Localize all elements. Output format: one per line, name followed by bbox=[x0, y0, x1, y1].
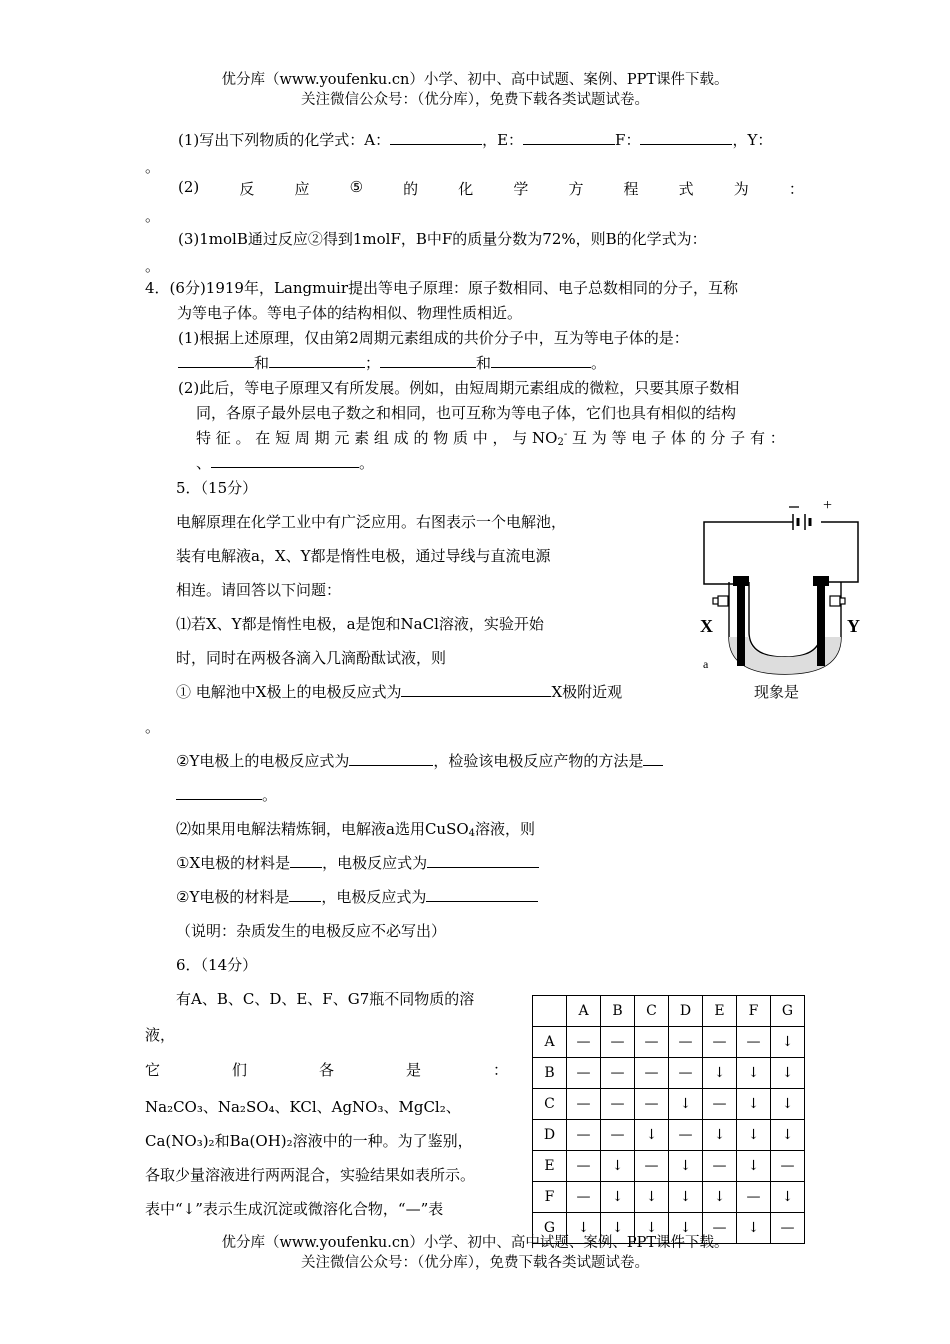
answer-blank-q5-8[interactable] bbox=[426, 887, 538, 902]
q4-end4: 。 bbox=[591, 354, 607, 372]
q4-line4 bbox=[178, 352, 606, 373]
q5-period: 。 bbox=[145, 718, 161, 736]
q3-part1-e-label: ，E： bbox=[482, 131, 524, 149]
q5-line10-a: ①X电极的材料是 bbox=[176, 854, 291, 872]
table-cell: — bbox=[601, 1027, 635, 1058]
table-row-label: F bbox=[533, 1182, 567, 1213]
table-cell: ↓ bbox=[669, 1213, 703, 1244]
table-cell: — bbox=[669, 1058, 703, 1089]
table-cell: ↓ bbox=[635, 1213, 669, 1244]
q3-part2 bbox=[178, 178, 804, 199]
table-row-label: B bbox=[533, 1058, 567, 1089]
q4-and2: 和 bbox=[476, 354, 492, 372]
table-cell: — bbox=[771, 1151, 805, 1182]
q4-line7 bbox=[196, 427, 785, 448]
table-cell: ↓ bbox=[669, 1151, 703, 1182]
table-cell: — bbox=[635, 1058, 669, 1089]
q6-line7: 表中“↓”表示生成沉淀或微溶化合物，“—”表 bbox=[145, 1200, 444, 1218]
q3-part2-word: 应 bbox=[294, 180, 310, 198]
q6-line3-word: 是 bbox=[405, 1061, 421, 1079]
q3-part3: (3)1molB通过反应②得到1molF，B中F的质量分数为72%，则B的化学式为： bbox=[178, 230, 707, 248]
table-row bbox=[533, 1120, 805, 1151]
table-cell: ↓ bbox=[737, 1120, 771, 1151]
table-cell: — bbox=[601, 1089, 635, 1120]
q3-part2-word: 化 bbox=[458, 180, 474, 198]
q5-line5: 时，同时在两极各滴入几滴酚酞试液，则 bbox=[176, 649, 447, 667]
table-row-label: C bbox=[533, 1089, 567, 1120]
q5-line7-b: ，检验该电极反应产物的方法是 bbox=[433, 752, 644, 770]
table-cell: — bbox=[737, 1182, 771, 1213]
q4-and1: 和 bbox=[254, 354, 270, 372]
electrolyte-label: a bbox=[703, 657, 709, 671]
q6-line2: 液， bbox=[145, 1026, 176, 1044]
q5-line10 bbox=[176, 852, 539, 873]
q5-line11 bbox=[176, 886, 538, 907]
table-cell: ↓ bbox=[601, 1213, 635, 1244]
table-cell: — bbox=[635, 1151, 669, 1182]
table-header-cell bbox=[533, 996, 567, 1027]
answer-blank-q5-2[interactable] bbox=[349, 751, 433, 766]
table-cell: — bbox=[601, 1058, 635, 1089]
q5-line9-sub: 4 bbox=[468, 828, 476, 839]
q4-line2: 为等电子体。等电子体的结构相似、物理性质相近。 bbox=[177, 304, 523, 322]
answer-blank-q4-3[interactable] bbox=[380, 353, 476, 368]
answer-blank-q5-5[interactable] bbox=[290, 853, 322, 868]
table-header-cell: E bbox=[703, 996, 737, 1027]
table-cell: — bbox=[567, 1182, 601, 1213]
q4-semicolon: ； bbox=[365, 354, 381, 372]
q4-line7-a: 特 征 。 在 短 周 期 元 素 组 成 的 物 质 中 ， 与 NO bbox=[196, 429, 558, 447]
table-cell: — bbox=[635, 1027, 669, 1058]
table-cell: ↓ bbox=[737, 1058, 771, 1089]
table-cell: — bbox=[703, 1151, 737, 1182]
table-cell: ↓ bbox=[771, 1027, 805, 1058]
table-row-label: D bbox=[533, 1120, 567, 1151]
q5-line7 bbox=[176, 750, 663, 771]
answer-blank-q5-3[interactable] bbox=[643, 751, 663, 766]
page-header-line1: 优分库（www.youfenku.cn）小学、初中、高中试题、案例、PPT课件下载。 bbox=[221, 72, 729, 88]
table-row bbox=[533, 1182, 805, 1213]
q3-part2-word: 反 bbox=[239, 180, 255, 198]
q4-line7-sup: - bbox=[563, 429, 568, 440]
q3-part1-f-label: F： bbox=[615, 131, 641, 149]
q3-period3: 。 bbox=[145, 257, 161, 275]
q6-title: 6．（14分） bbox=[176, 956, 258, 974]
table-row-label: G bbox=[533, 1213, 567, 1244]
table-row-label: E bbox=[533, 1151, 567, 1182]
q4-line1: 4．(6分)1919年，Langmuir提出等电子原理：原子数相同、电子总数相同的分子，互称 bbox=[145, 279, 738, 297]
q3-part2-word: ⑤ bbox=[349, 178, 364, 196]
table-cell: — bbox=[703, 1027, 737, 1058]
q6-line3-word: 们 bbox=[231, 1061, 247, 1079]
mixing-results-table bbox=[532, 995, 805, 1244]
table-cell: — bbox=[669, 1120, 703, 1151]
q5-line6-c: 现象是 bbox=[754, 683, 800, 701]
electrode-y-label: Y bbox=[847, 616, 860, 636]
q4-line7-sub: 2 bbox=[557, 437, 564, 448]
q4-line3: (1)根据上述原理，仅由第2周期元素组成的共价分子中，互为等电子体的是： bbox=[178, 329, 689, 347]
q6-line3 bbox=[145, 1059, 508, 1080]
table-cell: — bbox=[669, 1027, 703, 1058]
q5-line4: ⑴若X、Y都是惰性电极，a是饱和NaCl溶液，实验开始 bbox=[176, 615, 544, 633]
q3-period1: 。 bbox=[145, 158, 161, 176]
table-cell: — bbox=[567, 1089, 601, 1120]
clamps bbox=[713, 596, 845, 606]
table-cell: — bbox=[703, 1213, 737, 1244]
table-cell: ↓ bbox=[669, 1089, 703, 1120]
table-cell: ↓ bbox=[737, 1151, 771, 1182]
table-row bbox=[533, 1151, 805, 1182]
table-cell: ↓ bbox=[737, 1213, 771, 1244]
table-cell: — bbox=[703, 1089, 737, 1120]
table-row bbox=[533, 1027, 805, 1058]
q5-line9 bbox=[176, 818, 535, 839]
q5-line6-b: X极附近观 bbox=[551, 683, 623, 701]
q3-part1-y-label: ，Y： bbox=[732, 131, 773, 149]
table-header-row bbox=[533, 996, 805, 1027]
q3-part1-label: (1)写出下列物质的化学式：A： bbox=[178, 131, 391, 149]
table-header-cell: B bbox=[601, 996, 635, 1027]
table-cell: ↓ bbox=[703, 1182, 737, 1213]
answer-blank-q4-2[interactable] bbox=[269, 353, 365, 368]
q3-part2-word: 为 bbox=[733, 180, 749, 198]
q4-line6: 同，各原子最外层电子数之和相同，也可互称为等电子体，它们也具有相似的结构 bbox=[196, 404, 737, 422]
q5-line7-a: ②Y电极上的电极反应式为 bbox=[176, 752, 350, 770]
q4-line7-b: 互 为 等 电 子 体 的 分 子 有 ： bbox=[572, 429, 785, 447]
q3-period2: 。 bbox=[145, 207, 161, 225]
table-header-cell: F bbox=[737, 996, 771, 1027]
electrolysis-cell-diagram bbox=[695, 492, 875, 692]
q3-part1 bbox=[178, 129, 772, 150]
q3-part2-word: 方 bbox=[568, 180, 584, 198]
page-footer-line1: 优分库（www.youfenku.cn）小学、初中、高中试题、案例、PPT课件下载。 bbox=[221, 1235, 729, 1251]
q5-line8-end: 。 bbox=[262, 786, 278, 804]
table-cell: — bbox=[601, 1120, 635, 1151]
q6-line5: Ca(NO₃)₂和Ba(OH)₂溶液中的一种。为了鉴别， bbox=[145, 1132, 473, 1150]
table-row bbox=[533, 1058, 805, 1089]
electrode-x-label: X bbox=[700, 616, 713, 636]
q3-part2-word: 的 bbox=[403, 180, 419, 198]
q6-line4: Na₂CO₃、Na₂SO₄、KCl、AgNO₃、MgCl₂、 bbox=[145, 1098, 461, 1116]
q5-line11-b: ，电极反应式为 bbox=[321, 888, 427, 906]
circuit-wires bbox=[704, 522, 858, 584]
table-cell: ↓ bbox=[669, 1182, 703, 1213]
table-cell: ↓ bbox=[567, 1213, 601, 1244]
answer-blank-e[interactable] bbox=[523, 130, 615, 145]
q3-part2-word: (2) bbox=[178, 178, 200, 196]
answer-blank-f[interactable] bbox=[640, 130, 732, 145]
q4-line8-a: 、 bbox=[196, 454, 212, 472]
q5-line3: 相连。请回答以下问题： bbox=[176, 581, 342, 599]
table-header-cell: A bbox=[567, 996, 601, 1027]
table-cell: ↓ bbox=[771, 1058, 805, 1089]
table-cell: ↓ bbox=[771, 1120, 805, 1151]
q5-line1: 电解原理在化学工业中有广泛应用。右图表示一个电解池， bbox=[176, 513, 567, 531]
table-cell: ↓ bbox=[601, 1182, 635, 1213]
q5-line2: 装有电解液a，X、Y都是惰性电极，通过导线与直流电源 bbox=[176, 547, 551, 565]
battery-icon bbox=[793, 514, 810, 530]
q5-line6 bbox=[176, 681, 622, 702]
q3-part2-word: ： bbox=[788, 180, 804, 198]
table-cell: — bbox=[771, 1213, 805, 1244]
table-cell: ↓ bbox=[635, 1182, 669, 1213]
table-cell: ↓ bbox=[703, 1058, 737, 1089]
answer-blank-q5-1[interactable] bbox=[401, 682, 551, 697]
q4-line5: (2)此后，等电子原理又有所发展。例如，由短周期元素组成的微粒，只要其原子数相 bbox=[178, 379, 740, 397]
table-cell: ↓ bbox=[635, 1120, 669, 1151]
table-cell: — bbox=[737, 1027, 771, 1058]
table-cell: — bbox=[567, 1151, 601, 1182]
table-row-label: A bbox=[533, 1027, 567, 1058]
q6-line6: 各取少量溶液进行两两混合，实验结果如表所示。 bbox=[145, 1166, 476, 1184]
table-cell: ↓ bbox=[737, 1089, 771, 1120]
q5-line8 bbox=[176, 784, 277, 805]
answer-blank-a[interactable] bbox=[390, 130, 482, 145]
q6-line3-word: ： bbox=[492, 1061, 508, 1079]
q6-line3-word: 它 bbox=[145, 1061, 161, 1079]
q5-line9-b: 溶液，则 bbox=[475, 820, 536, 838]
q3-part2-word: 式 bbox=[678, 180, 694, 198]
table-cell: ↓ bbox=[703, 1120, 737, 1151]
q5-line9-a: ⑵如果用电解法精炼铜，电解液a选用CuSO bbox=[176, 820, 469, 838]
q4-line8-b: 。 bbox=[359, 454, 375, 472]
table-header-cell: C bbox=[635, 996, 669, 1027]
table-cell: — bbox=[635, 1089, 669, 1120]
answer-blank-q4-5[interactable] bbox=[211, 453, 359, 468]
table-cell: — bbox=[567, 1120, 601, 1151]
q5-line10-b: ，电极反应式为 bbox=[322, 854, 428, 872]
table-cell: ↓ bbox=[771, 1182, 805, 1213]
table-cell: ↓ bbox=[601, 1151, 635, 1182]
q5-line6-a: ① 电解池中X极上的电极反应式为 bbox=[176, 683, 402, 701]
answer-blank-q5-4[interactable] bbox=[176, 785, 262, 800]
q3-part2-word: 学 bbox=[513, 180, 529, 198]
q5-line12: （说明：杂质发生的电极反应不必写出） bbox=[176, 922, 447, 940]
q6-line1: 有A、B、C、D、E、F、G7瓶不同物质的溶 bbox=[176, 990, 475, 1008]
answer-blank-q4-4[interactable] bbox=[491, 353, 591, 368]
q5-line11-a: ②Y电极的材料是 bbox=[176, 888, 290, 906]
q5-title: 5．（15分） bbox=[176, 479, 258, 497]
page-footer-line2: 关注微信公众号：（优分库），免费下载各类试题试卷。 bbox=[301, 1255, 649, 1271]
q4-line8 bbox=[196, 452, 374, 473]
answer-blank-q4-1[interactable] bbox=[178, 353, 254, 368]
table-cell: — bbox=[567, 1058, 601, 1089]
table-cell: — bbox=[567, 1027, 601, 1058]
table-header-cell: D bbox=[669, 996, 703, 1027]
answer-blank-q5-6[interactable] bbox=[427, 853, 539, 868]
q6-line3-word: 各 bbox=[318, 1061, 334, 1079]
answer-blank-q5-7[interactable] bbox=[289, 887, 321, 902]
page-header-line2: 关注微信公众号：（优分库），免费下载各类试题试卷。 bbox=[301, 92, 649, 108]
table-row bbox=[533, 1089, 805, 1120]
q3-part2-word: 程 bbox=[623, 180, 639, 198]
table-header-cell: G bbox=[771, 996, 805, 1027]
plus-sign: + bbox=[823, 497, 833, 514]
table-cell: ↓ bbox=[771, 1089, 805, 1120]
